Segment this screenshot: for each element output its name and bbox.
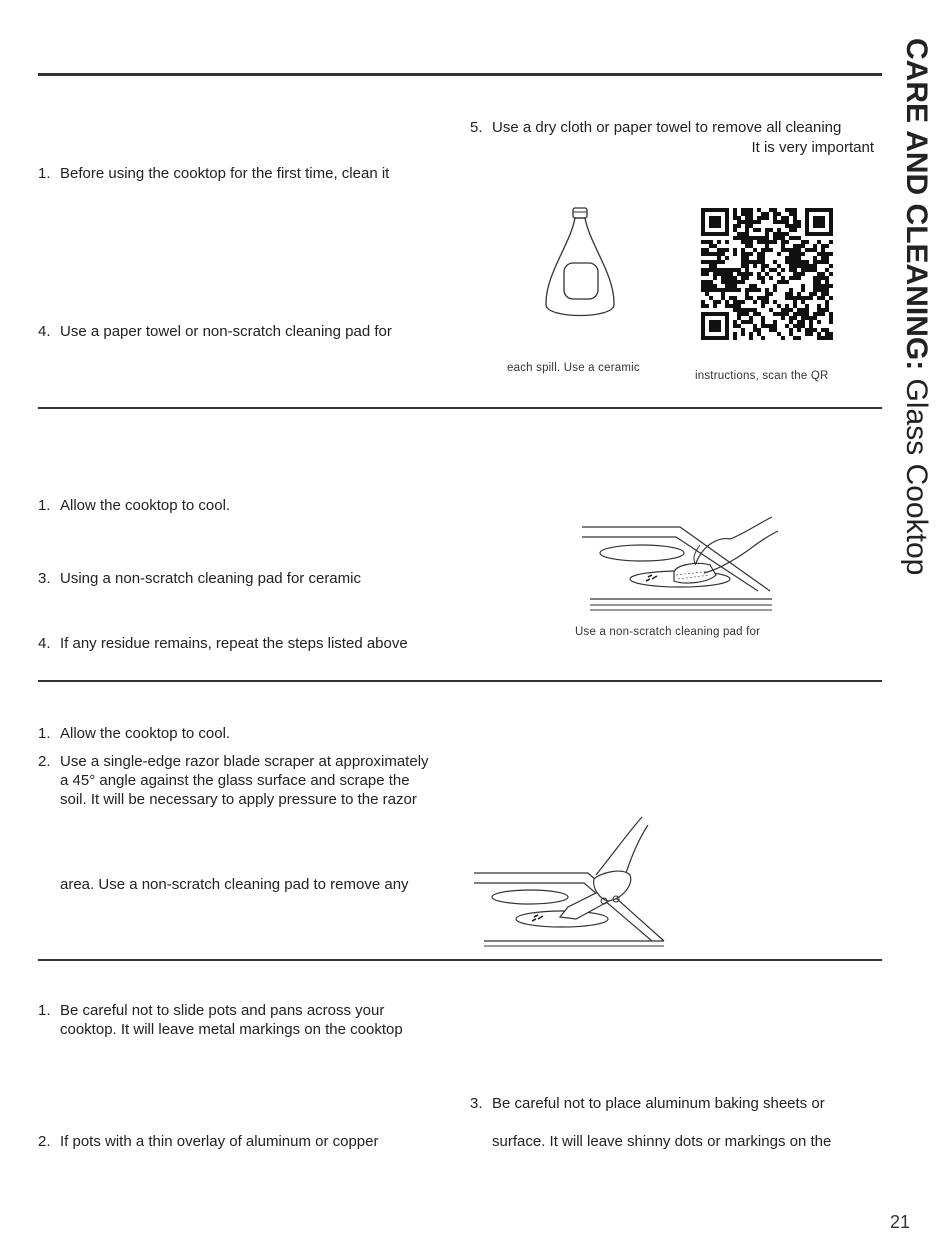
s4-step-2: 2. If pots with a thin overlay of aluminum or copper — [38, 1133, 379, 1150]
side-title — [898, 38, 934, 575]
s2-step-3: 3. Using a non-scratch cleaning pad for ceramic — [38, 570, 361, 587]
s4-step-3: 3. Be careful not to place aluminum baking sheets or — [470, 1095, 825, 1112]
top-rule — [38, 73, 882, 76]
side-title-bold: CARE AND CLEANING: — [900, 38, 933, 371]
s2-step-4: 4. If any residue remains, repeat the steps listed above — [38, 635, 408, 652]
s3-step-1: 1. Allow the cooktop to cool. — [38, 725, 231, 742]
section-divider-3 — [38, 959, 882, 961]
s4-step-1: 1. Be careful not to slide pots and pans across your — [38, 1002, 385, 1019]
s1-step-1: 1. Before using the cooktop for the first time, clean it — [38, 165, 390, 182]
side-title-sub: Glass Cooktop — [900, 370, 933, 576]
razor-scraper-illustration — [472, 815, 672, 950]
s4-step-1-line2: cooktop. It will leave metal markings on the cooktop — [60, 1021, 403, 1038]
section-divider-2 — [38, 680, 882, 682]
section-divider-1 — [38, 407, 882, 409]
s3-step-2: 2. Use a single-edge razor blade scraper at approximately — [38, 753, 429, 770]
qr-code — [701, 208, 833, 340]
bottle-caption: each spill. Use a ceramic — [507, 362, 640, 374]
s4-step-3-line2: surface. It will leave shinny dots or markings on the — [492, 1133, 832, 1150]
s1-step-5-line2: It is very important — [751, 139, 874, 156]
s2-step-1: 1. Allow the cooktop to cool. — [38, 497, 231, 514]
cleaner-bottle-illustration — [540, 205, 620, 325]
cooktop-cleaning-pad-illustration — [580, 515, 780, 615]
s3-step-2-line3: soil. It will be necessary to apply pressure to the razor — [60, 791, 417, 808]
s1-step-4: 4. Use a paper towel or non-scratch cleaning pad for — [38, 323, 392, 340]
s1-step-5: 5. Use a dry cloth or paper towel to remove all cleaning — [470, 119, 842, 136]
s3-continuation: area. Use a non-scratch cleaning pad to remove any — [60, 876, 409, 893]
page-number: 21 — [889, 1212, 910, 1232]
wipe-caption: Use a non-scratch cleaning pad for — [575, 626, 761, 638]
qr-caption: instructions, scan the QR — [695, 370, 829, 382]
s3-step-2-line2: a 45° angle against the glass surface and scrape the — [60, 772, 410, 789]
